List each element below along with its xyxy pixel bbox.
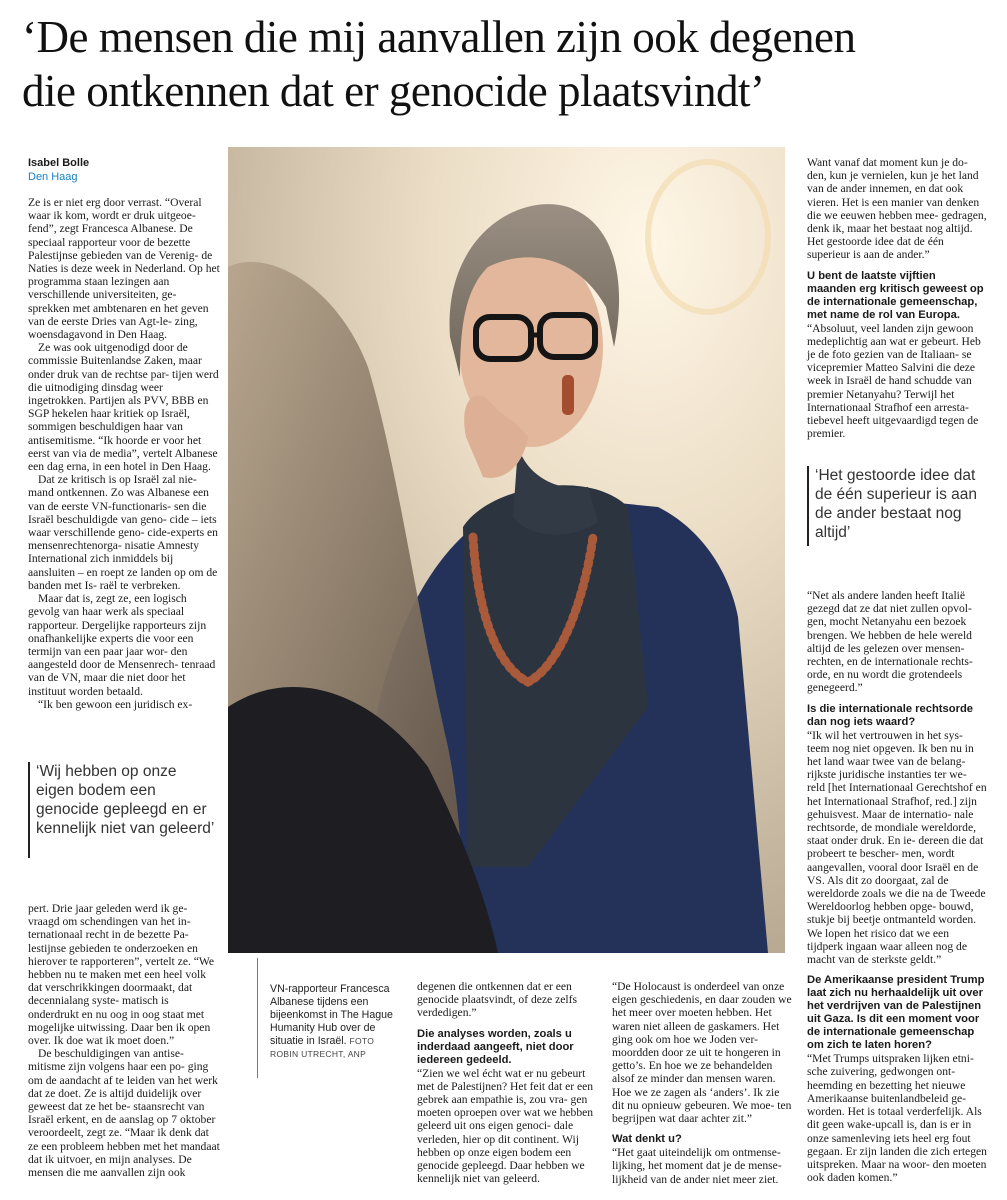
paragraph: De beschuldigingen van antise- mitisme zijn volgens haar een po- ging om de aandacht af te leiden van het werk dat ze doet. Ze is altijd duidelijk over geweest dat ze het be- staansrecht van Israël erkent, en de aanslag op 7 oktober veroordeelt, zegt ze. “Maar ik denk dat ze een probleem hebben met het mandaat dat ik uitvoer, en mijn analyses. De mensen die me aanvallen zijn ook	[28, 1047, 220, 1180]
dateline-place: Den Haag	[28, 171, 78, 183]
paragraph: Ze is er niet erg door verrast. “Overal waar ik kom, wordt er druk uitgeoe- fend”, zegt Francesca Albanese. De speciaal rapporteur voor de bezette Palestijnse gebieden van de Verenig- de Naties is deze week in Nederland. Op het programma staan lezingen aan verschillende universiteiten, ge- sprekken met ambtenaren en het geven van de eerste Dries van Agt-le- zing, woensdagavond in Den Haag.	[28, 196, 220, 342]
headline	[22, 10, 992, 118]
paragraph: pert. Drie jaar geleden werd ik ge- vraagd om schendingen van het in- ternationaal recht in de bezette Pa- lestijnse gebieden te onderzoeken en hierover te rapporteren”, vertelt ze. “We hebben nu te maken met een heel volk dat verschrikkingen doormaakt, dat decennialang syste- matisch is onderdrukt en nu oog in oog staat met mogelijke uitwissing. Daar ben ik open over. Ik doe wat ik moet doen.”	[28, 902, 215, 1048]
caption-credit-label: FOTO	[349, 1036, 375, 1046]
portrait-illustration	[228, 147, 785, 953]
caption-rule	[257, 958, 258, 1078]
interview-question: De Amerikaanse president Trump laat zich nu herhaaldelijk uit over het verdrijven van de Palestijnen uit Gaza. Is dit een moment voor de internationale gemeenschap om zich te laten horen?	[807, 974, 985, 1052]
headline-line-1: ‘De mensen die mij aanvallen zijn ook degenen	[22, 12, 856, 62]
interview-question: U bent de laatste vijftien maanden erg kritisch geweest op de internationale gemeenschap, met name de rol van Europa.	[807, 269, 984, 321]
photo-caption	[270, 983, 400, 1061]
pull-quote-text: ‘Het gestoorde idee dat de één superieur is aan de ander bestaat nog altijd’	[815, 467, 978, 541]
photo-francesca-albanese	[228, 147, 785, 953]
paragraph: Want vanaf dat moment kun je do- den, kun je vernielen, kun je het land van de ander innemen, en dat ook vieren. Het is een manier van denken die we eeuwen hebben mee- gedragen, denk ik, maar het bestaat nog altijd. Het gestoorde idee dat de één superieur is aan de ander.”	[807, 156, 987, 262]
author-name: Isabel Bolle	[28, 157, 90, 169]
column-3	[417, 980, 597, 1185]
paragraph: “De Holocaust is onderdeel van onze eigen geschiedenis, en daar zouden we het meer over moeten hebben. Het waren niet alleen de gaskamers. Het ging ook om hoe we Joden ver- moordden door ze uit te hongeren in getto’s. En hoe we ze behandelden alsof ze minder dan mensen waren. Hoe we ze zagen als ‘anders’. Ik zie dit nu opnieuw gebeuren. We moe- ten begrijpen wat daar achter zit.”	[612, 980, 792, 1126]
paragraph: “Net als andere landen heeft Italië gezegd dat ze dat niet zullen opvol- gen, mocht Netanyahu een bezoek brengen. We hebben de hele wereld altijd de les gelezen over mensen- rechten, en de internationale rechts- orde, en nu wordt die grotendeels genegeerd.”	[807, 589, 973, 695]
paragraph: Dat ze kritisch is op Israël zal nie- mand ontkennen. Zo was Albanese een van de eerste VN-functionaris- sen die Israël beschuldigde van geno- cide – iets waar verschillende geno- cide-experts en mensenrechtenorga- nisatie Amnesty International zich inmiddels bij aansluiten – en roept ze landen op om de banden met Is- raël te verbreken.	[28, 473, 218, 592]
caption-credit: ROBIN UTRECHT, ANP	[270, 1049, 367, 1059]
pull-quote-bar	[28, 762, 30, 858]
pull-quote-text: ‘Wij hebben op onze eigen bodem een genocide gepleegd en er kennelijk niet van geleerd’	[36, 763, 215, 837]
column-5-bottom	[807, 589, 987, 1184]
paragraph: “Ik ben gewoon een juridisch ex-	[38, 697, 193, 711]
interview-question: Wat denkt u?	[612, 1133, 682, 1146]
interview-question: Is die internationale rechtsorde dan nog iets waard?	[807, 702, 973, 728]
headline-line-2: die ontkennen dat er genocide plaatsvindt’	[22, 66, 765, 116]
pull-quote	[807, 466, 990, 542]
column-1-top	[28, 196, 220, 711]
pull-quote	[28, 762, 216, 838]
paragraph: “Ik wil het vertrouwen in het sys- teem nog niet opgeven. Ik ben nu in het land waar twee van de belang- rijkste juridische instanties ter we- reld [het Internationaal Gerechtshof en het Internationaal Strafhof, red.] zijn gehuisvest. Maar de internatio- nale rechtsorde, de mondiale wereldorde, staat onder druk. En ie- dereen die dat probeert te bescher- men, wordt aangevallen, vooral door Israël en de VS. Als dit zo doorgaat, zal de wereldorde zoals we die na de Tweede Wereldoorlog hebben opge- bouwd, stukje bij beetje ontmanteld worden. We lopen het risico dat we een tijdperk ingaan waar alleen nog de macht van de sterkste geldt.”	[807, 728, 987, 967]
column-5-top	[807, 156, 987, 440]
paragraph: Ze was ook uitgenodigd door de commissie Buitenlandse Zaken, maar onder druk van de rechtse par- tijen werd die uitnodiging dinsdag weer ingetrokken. Partijen als PVV, BBB en SGP hekelen haar kritiek op Israël, sommigen beschuldigen haar van antisemitisme. “Ik hoorde er voor het eerst van via de media”, vertelt Albanese een dag erna, in een hotel in Den Haag.	[28, 341, 219, 474]
paragraph: Maar dat is, zegt ze, een logisch gevolg van haar werk als speciaal rapporteur. Dergelijke rapporteurs zijn onafhankelijke experts die voor een termijn van een paar jaar wor- den aangesteld door de Mensenrech- tenraad van de VN, maar die niet door het instituut worden betaald.	[28, 592, 216, 698]
paragraph: “Met Trumps uitspraken lijken etni- sche zuivering, gedwongen ont- heemding en bezetting het nieuwe Amerikaanse buitenlandbeleid ge- worden. Het is totaal verderfelijk. Als dit geen wake-upcall is, dan is er in onze samenleving iets heel erg fout gegaan. Er zijn landen die zich ertegen uitspreken. Maar na woor- den moeten ook daden komen.”	[807, 1052, 987, 1185]
column-1-bottom	[28, 902, 220, 1179]
interview-question: Die analyses worden, zoals u inderdaad aangeeft, niet door iedereen gedeeld.	[417, 1027, 574, 1066]
byline	[28, 156, 89, 184]
paragraph: “Zien we wel écht wat er nu gebeurt met de Palestijnen? Het feit dat er een gebrek aan empathie is, zou vra- gen moeten oproepen over wat we hebben geleerd uit ons eigen genoci- dale verleden, hier op dit continent. Wij hebben op onze eigen bodem een genocide gepleegd. Daar hebben we kennelijk niet van geleerd.	[417, 1066, 594, 1186]
pull-quote-bar	[807, 466, 809, 546]
paragraph: “Absoluut, veel landen zijn gewoon medeplichtig aan wat er gebeurt. Heb je de foto gezien van de Italiaan- se vicepremier Matteo Salvini die deze week in Israël de hand schudde van premier Netanyahu? Terwijl het Internationaal Strafhof een arresta- tiebevel heeft uitgevaardigd tegen de premier.	[807, 321, 981, 441]
paragraph: degenen die ontkennen dat er een genocide plaatsvindt, of deze zelfs verdedigen.”	[417, 980, 577, 1020]
paragraph: “Het gaat uiteindelijk om ontmense- lijking, het moment dat je de mense- lijkheid van de ander niet meer ziet.	[612, 1146, 782, 1186]
column-4	[612, 980, 792, 1186]
caption-text: VN-rapporteur Francesca Albanese tijdens een bijeenkomst in The Hague Humanity Hub over de situatie in Israël.	[270, 983, 393, 1047]
